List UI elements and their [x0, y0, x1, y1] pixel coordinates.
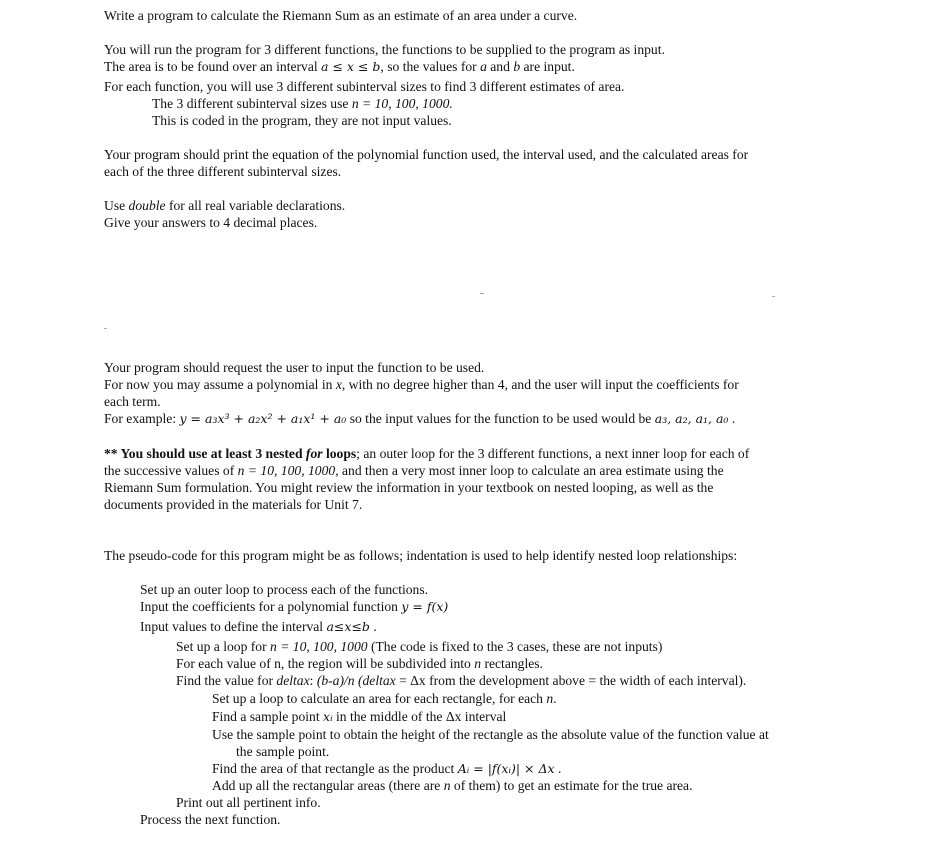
pseudo-height: Use the sample point to obtain the height of the rectangle as the absolute value of the function value at — [212, 727, 769, 742]
double-line: Use double for all real variable declarations. — [104, 198, 346, 213]
print-requirement-line: Your program should print the equation of the polynomial function used, the interval used, and the calculated areas for — [104, 147, 749, 162]
pseudo-print: Print out all pertinent info. — [176, 795, 321, 810]
pseudo-inner-loop: Set up a loop to calculate an area for each rectangle, for each n. — [212, 691, 557, 706]
intro-line: Write a program to calculate the Riemann Sum as an estimate of an area under a curve. — [104, 8, 578, 23]
nested-loops-line-4: documents provided in the materials for Unit 7. — [104, 497, 363, 512]
example-line: For example: y = a₃x³ + a₂x² + a₁x¹ + a₀ so the input values for the function to be used would be a₃, a₂, a₁, a₀ . — [104, 411, 736, 426]
decimal-line: Give your answers to 4 decimal places. — [104, 215, 318, 230]
pseudo-height-2: the sample point. — [236, 744, 330, 759]
subinterval-sizes-line: The 3 different subinterval sizes use n = 10, 100, 1000. — [152, 96, 453, 111]
pseudo-sum: Add up all the rectangular areas (there are n of them) to get an estimate for the true area. — [212, 778, 693, 793]
scan-speck — [480, 293, 484, 294]
subinterval-line: For each function, you will use 3 different subinterval sizes to find 3 different estimates of area. — [104, 79, 625, 94]
scan-speck — [772, 296, 775, 297]
pseudo-deltax: Find the value for deltax: (b-a)/n (deltax = Δx from the development above = the width of each interval). — [176, 673, 747, 688]
nested-loops-line: ** You should use at least 3 nested for loops; an outer loop for the 3 different functions, a next inner loop for each of — [104, 446, 750, 461]
print-requirement-line-2: each of the three different subinterval sizes. — [104, 164, 342, 179]
pseudo-input-coefficients: Input the coefficients for a polynomial function y = f(x) — [140, 599, 449, 614]
pseudo-area: Find the area of that rectangle as the product Aᵢ = |f(xᵢ)| × Δx . — [212, 761, 562, 776]
pseudo-n-loop: Set up a loop for n = 10, 100, 1000 (The code is fixed to the 3 cases, these are not inputs) — [176, 639, 663, 654]
nested-loops-line-2: the successive values of n = 10, 100, 1000, and then a very most inner loop to calculate an area estimate using the — [104, 463, 724, 478]
pseudo-sample-point: Find a sample point xᵢ in the middle of the Δx interval — [212, 709, 507, 724]
pseudo-input-interval: Input values to define the interval a≤x≤b . — [140, 619, 377, 634]
pseudo-outer-loop: Set up an outer loop to process each of the functions. — [140, 582, 429, 597]
request-function-line: Your program should request the user to input the function to be used. — [104, 360, 485, 375]
coded-note-line: This is coded in the program, they are not input values. — [152, 113, 452, 128]
interval-line: The area is to be found over an interval a ≤ x ≤ b, so the values for a and b are input. — [104, 59, 575, 74]
nested-loops-line-3: Riemann Sum formulation. You might review the information in your textbook on nested looping, as well as the — [104, 480, 714, 495]
run-line: You will run the program for 3 different functions, the functions to be supplied to the program as input. — [104, 42, 665, 57]
polynomial-line-2: each term. — [104, 394, 161, 409]
polynomial-line: For now you may assume a polynomial in x, with no degree higher than 4, and the user will input the coefficients for — [104, 377, 739, 392]
pseudo-code-intro: The pseudo-code for this program might be as follows; indentation is used to help identify nested loop relationships: — [104, 548, 738, 563]
pseudo-next-function: Process the next function. — [140, 812, 281, 827]
pseudo-subdivide: For each value of n, the region will be subdivided into n rectangles. — [176, 656, 543, 671]
scan-speck — [104, 328, 107, 329]
